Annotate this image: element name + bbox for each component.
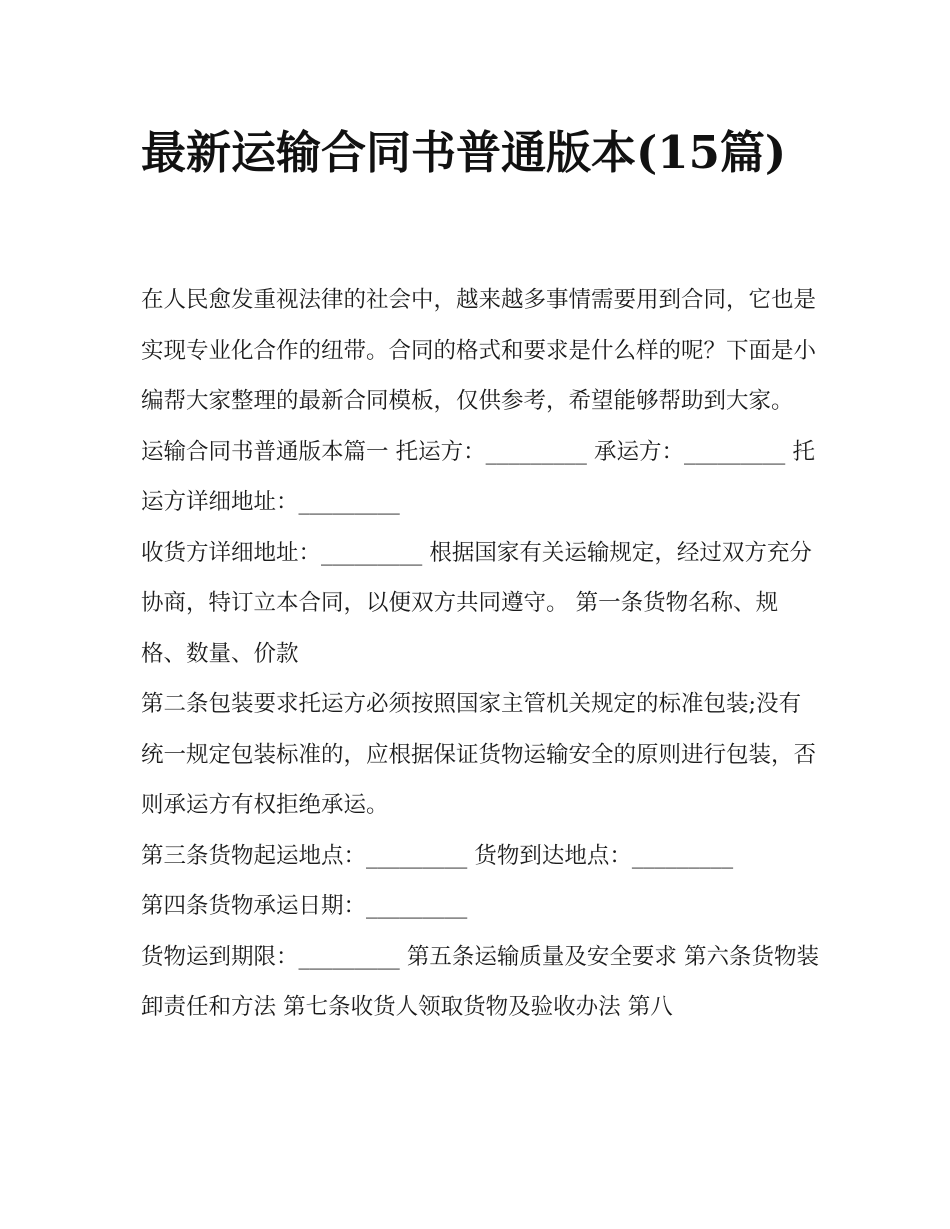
- delivery-term-paragraph: 货物运到期限：_________ 第五条运输质量及安全要求 第六条货物装卸责任和方法 第七条收货人领取货物及验收办法 第八: [141, 943, 820, 1020]
- document-body: [141, 275, 821, 1033]
- parties-paragraph: 运输合同书普通版本篇一 托运方：_________ 承运方：_________ 托运方详细地址：_________: [141, 438, 815, 515]
- intro-paragraph: 在人民愈发重视法律的社会中，越来越多事情需要用到合同，它也是实现专业化合作的纽带。合同的格式和要求是什么样的呢？下面是小编帮大家整理的最新合同模板，仅供参考，希望能够帮助到大家。: [141, 287, 817, 414]
- article-two-paragraph: 第二条包装要求托运方必须按照国家主管机关规定的标准包装;没有统一规定包装标准的，应根据保证货物运输安全的原则进行包装，否则承运方有权拒绝承运。: [141, 691, 817, 818]
- document-title: 最新运输合同书普通版本(15篇): [141, 126, 787, 179]
- consignee-paragraph: 收货方详细地址：_________ 根据国家有关运输规定，经过双方充分协商，特订立本合同，以便双方共同遵守。 第一条货物名称、规格、数量、价款: [141, 539, 812, 667]
- article-four-paragraph: 第四条货物承运日期：_________: [141, 893, 468, 919]
- article-three-paragraph: 第三条货物起运地点：_________ 货物到达地点：_________: [141, 842, 734, 869]
